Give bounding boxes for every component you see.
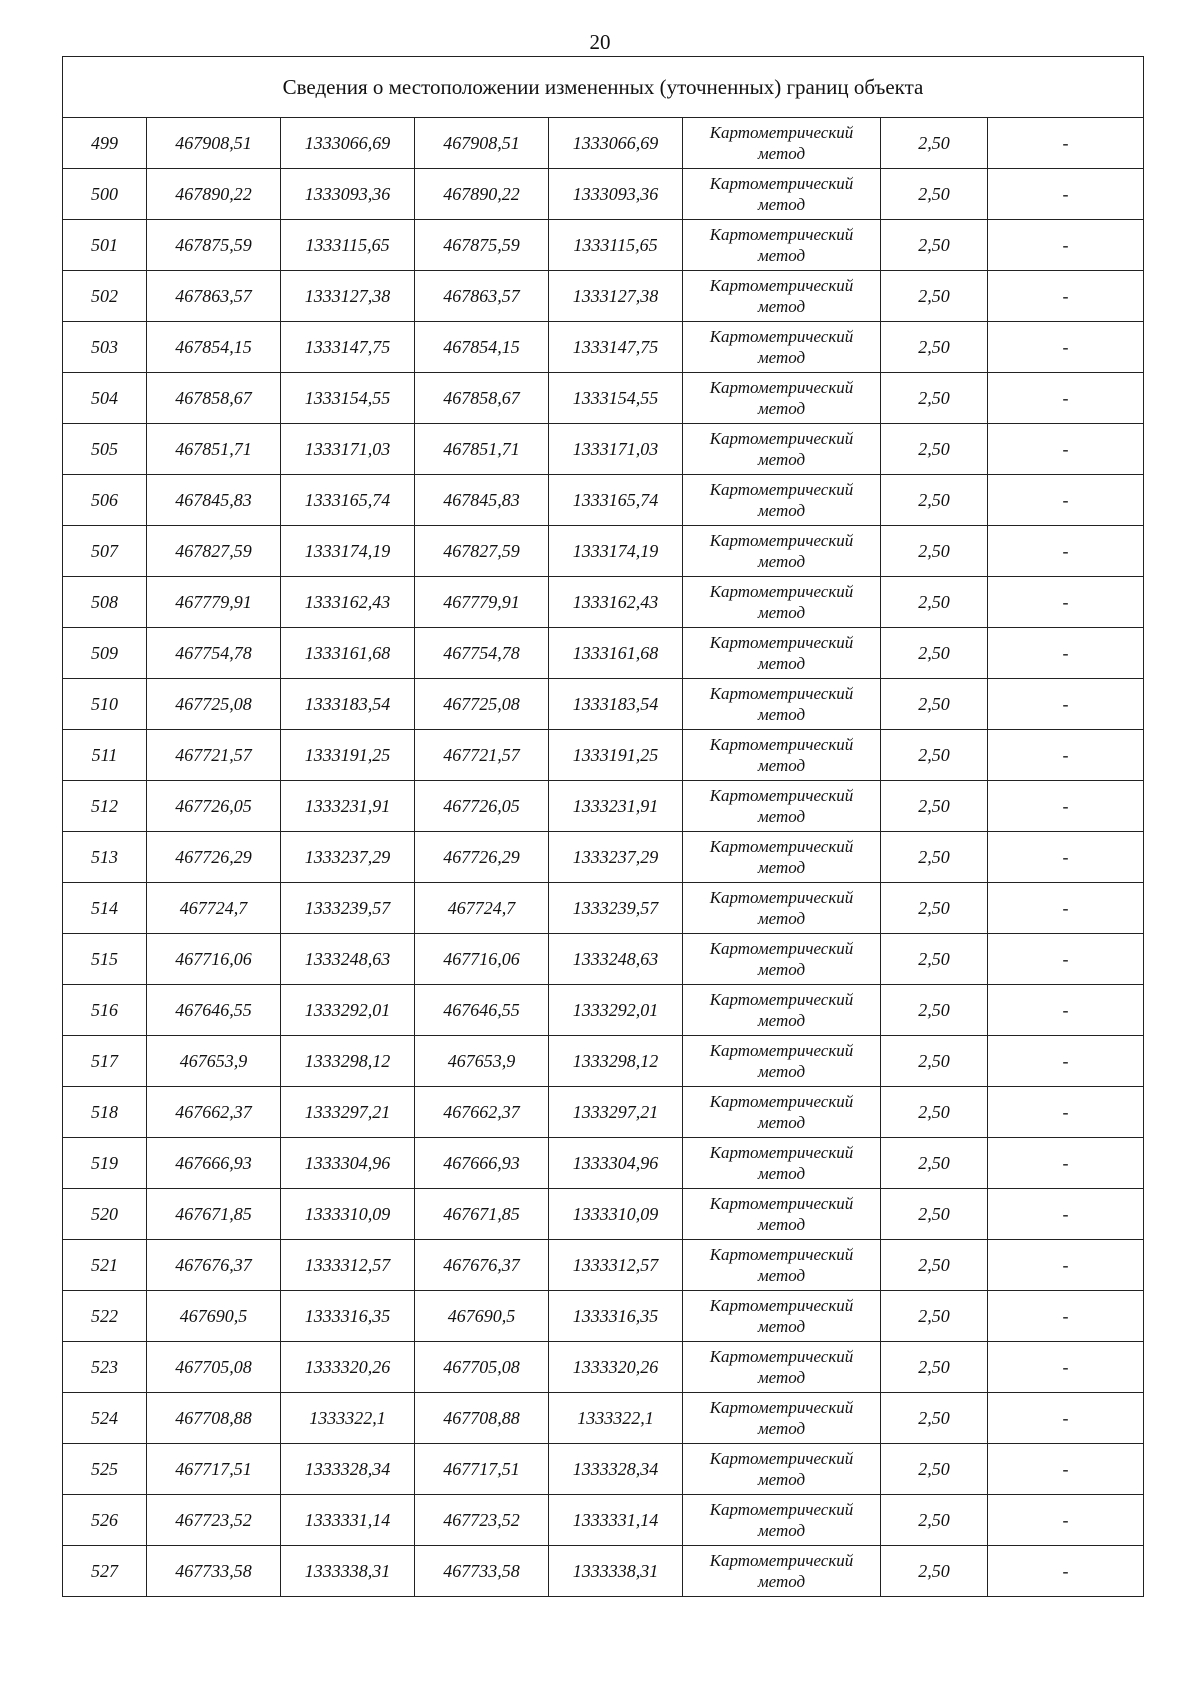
x-refined-cell: 467851,71	[415, 424, 549, 475]
method-cell: Картометрический метод	[683, 1546, 881, 1597]
x-existing-cell: 467725,08	[147, 679, 281, 730]
method-cell: Картометрический метод	[683, 1240, 881, 1291]
table-row	[63, 883, 1144, 934]
x-refined-cell: 467716,06	[415, 934, 549, 985]
method-cell: Картометрический метод	[683, 118, 881, 169]
method-cell: Картометрический метод	[683, 883, 881, 934]
y-refined-cell: 1333237,29	[549, 832, 683, 883]
table-row	[63, 781, 1144, 832]
accuracy-cell: 2,50	[881, 832, 988, 883]
x-existing-cell: 467726,29	[147, 832, 281, 883]
point-number-cell: 509	[63, 628, 147, 679]
y-existing-cell: 1333298,12	[281, 1036, 415, 1087]
y-refined-cell: 1333322,1	[549, 1393, 683, 1444]
y-existing-cell: 1333322,1	[281, 1393, 415, 1444]
x-refined-cell: 467653,9	[415, 1036, 549, 1087]
point-number-cell: 499	[63, 118, 147, 169]
x-existing-cell: 467705,08	[147, 1342, 281, 1393]
accuracy-cell: 2,50	[881, 1087, 988, 1138]
x-refined-cell: 467827,59	[415, 526, 549, 577]
x-existing-cell: 467717,51	[147, 1444, 281, 1495]
x-existing-cell: 467754,78	[147, 628, 281, 679]
method-cell: Картометрический метод	[683, 628, 881, 679]
table-row	[63, 679, 1144, 730]
table-row	[63, 169, 1144, 220]
x-existing-cell: 467890,22	[147, 169, 281, 220]
note-cell: -	[988, 271, 1144, 322]
table-row	[63, 322, 1144, 373]
x-refined-cell: 467717,51	[415, 1444, 549, 1495]
note-cell: -	[988, 1036, 1144, 1087]
accuracy-cell: 2,50	[881, 934, 988, 985]
point-number-cell: 525	[63, 1444, 147, 1495]
x-refined-cell: 467875,59	[415, 220, 549, 271]
y-existing-cell: 1333161,68	[281, 628, 415, 679]
note-cell: -	[988, 679, 1144, 730]
note-cell: -	[988, 1444, 1144, 1495]
note-cell: -	[988, 169, 1144, 220]
point-number-cell: 527	[63, 1546, 147, 1597]
y-existing-cell: 1333093,36	[281, 169, 415, 220]
y-refined-cell: 1333162,43	[549, 577, 683, 628]
point-number-cell: 504	[63, 373, 147, 424]
table-row	[63, 730, 1144, 781]
x-existing-cell: 467827,59	[147, 526, 281, 577]
note-cell: -	[988, 1240, 1144, 1291]
method-cell: Картометрический метод	[683, 1189, 881, 1240]
x-refined-cell: 467724,7	[415, 883, 549, 934]
point-number-cell: 519	[63, 1138, 147, 1189]
accuracy-cell: 2,50	[881, 883, 988, 934]
y-existing-cell: 1333115,65	[281, 220, 415, 271]
table-row	[63, 832, 1144, 883]
y-existing-cell: 1333165,74	[281, 475, 415, 526]
y-refined-cell: 1333331,14	[549, 1495, 683, 1546]
x-existing-cell: 467653,9	[147, 1036, 281, 1087]
table-row	[63, 1546, 1144, 1597]
point-number-cell: 522	[63, 1291, 147, 1342]
point-number-cell: 515	[63, 934, 147, 985]
y-existing-cell: 1333328,34	[281, 1444, 415, 1495]
x-existing-cell: 467858,67	[147, 373, 281, 424]
x-refined-cell: 467705,08	[415, 1342, 549, 1393]
accuracy-cell: 2,50	[881, 220, 988, 271]
note-cell: -	[988, 985, 1144, 1036]
x-existing-cell: 467779,91	[147, 577, 281, 628]
point-number-cell: 507	[63, 526, 147, 577]
x-refined-cell: 467708,88	[415, 1393, 549, 1444]
table-row	[63, 526, 1144, 577]
x-refined-cell: 467863,57	[415, 271, 549, 322]
note-cell: -	[988, 1189, 1144, 1240]
method-cell: Картометрический метод	[683, 985, 881, 1036]
accuracy-cell: 2,50	[881, 373, 988, 424]
x-existing-cell: 467851,71	[147, 424, 281, 475]
y-existing-cell: 1333304,96	[281, 1138, 415, 1189]
x-existing-cell: 467724,7	[147, 883, 281, 934]
y-refined-cell: 1333320,26	[549, 1342, 683, 1393]
y-refined-cell: 1333127,38	[549, 271, 683, 322]
x-refined-cell: 467726,29	[415, 832, 549, 883]
note-cell: -	[988, 220, 1144, 271]
table-row	[63, 475, 1144, 526]
method-cell: Картометрический метод	[683, 1291, 881, 1342]
method-cell: Картометрический метод	[683, 1444, 881, 1495]
x-existing-cell: 467662,37	[147, 1087, 281, 1138]
method-cell: Картометрический метод	[683, 730, 881, 781]
accuracy-cell: 2,50	[881, 1189, 988, 1240]
method-cell: Картометрический метод	[683, 271, 881, 322]
accuracy-cell: 2,50	[881, 475, 988, 526]
y-refined-cell: 1333297,21	[549, 1087, 683, 1138]
x-existing-cell: 467845,83	[147, 475, 281, 526]
x-refined-cell: 467908,51	[415, 118, 549, 169]
accuracy-cell: 2,50	[881, 1291, 988, 1342]
y-refined-cell: 1333165,74	[549, 475, 683, 526]
y-refined-cell: 1333248,63	[549, 934, 683, 985]
y-refined-cell: 1333147,75	[549, 322, 683, 373]
accuracy-cell: 2,50	[881, 577, 988, 628]
note-cell: -	[988, 526, 1144, 577]
y-existing-cell: 1333297,21	[281, 1087, 415, 1138]
point-number-cell: 514	[63, 883, 147, 934]
table-row	[63, 118, 1144, 169]
x-refined-cell: 467690,5	[415, 1291, 549, 1342]
y-refined-cell: 1333183,54	[549, 679, 683, 730]
y-refined-cell: 1333328,34	[549, 1444, 683, 1495]
x-existing-cell: 467721,57	[147, 730, 281, 781]
x-existing-cell: 467908,51	[147, 118, 281, 169]
y-refined-cell: 1333191,25	[549, 730, 683, 781]
y-refined-cell: 1333231,91	[549, 781, 683, 832]
x-refined-cell: 467854,15	[415, 322, 549, 373]
x-refined-cell: 467725,08	[415, 679, 549, 730]
y-existing-cell: 1333292,01	[281, 985, 415, 1036]
x-refined-cell: 467666,93	[415, 1138, 549, 1189]
y-existing-cell: 1333174,19	[281, 526, 415, 577]
y-refined-cell: 1333239,57	[549, 883, 683, 934]
y-existing-cell: 1333239,57	[281, 883, 415, 934]
point-number-cell: 500	[63, 169, 147, 220]
table-row	[63, 373, 1144, 424]
point-number-cell: 505	[63, 424, 147, 475]
table-row	[63, 1087, 1144, 1138]
x-existing-cell: 467708,88	[147, 1393, 281, 1444]
accuracy-cell: 2,50	[881, 424, 988, 475]
y-refined-cell: 1333338,31	[549, 1546, 683, 1597]
accuracy-cell: 2,50	[881, 322, 988, 373]
note-cell: -	[988, 1291, 1144, 1342]
method-cell: Картометрический метод	[683, 1138, 881, 1189]
y-existing-cell: 1333171,03	[281, 424, 415, 475]
y-refined-cell: 1333066,69	[549, 118, 683, 169]
table-row	[63, 1291, 1144, 1342]
y-existing-cell: 1333127,38	[281, 271, 415, 322]
point-number-cell: 520	[63, 1189, 147, 1240]
x-refined-cell: 467779,91	[415, 577, 549, 628]
y-refined-cell: 1333312,57	[549, 1240, 683, 1291]
accuracy-cell: 2,50	[881, 1393, 988, 1444]
y-refined-cell: 1333115,65	[549, 220, 683, 271]
point-number-cell: 501	[63, 220, 147, 271]
accuracy-cell: 2,50	[881, 118, 988, 169]
method-cell: Картометрический метод	[683, 679, 881, 730]
x-refined-cell: 467733,58	[415, 1546, 549, 1597]
y-existing-cell: 1333320,26	[281, 1342, 415, 1393]
accuracy-cell: 2,50	[881, 169, 988, 220]
y-existing-cell: 1333237,29	[281, 832, 415, 883]
accuracy-cell: 2,50	[881, 1240, 988, 1291]
note-cell: -	[988, 373, 1144, 424]
x-existing-cell: 467676,37	[147, 1240, 281, 1291]
method-cell: Картометрический метод	[683, 577, 881, 628]
y-existing-cell: 1333248,63	[281, 934, 415, 985]
accuracy-cell: 2,50	[881, 985, 988, 1036]
accuracy-cell: 2,50	[881, 628, 988, 679]
x-refined-cell: 467723,52	[415, 1495, 549, 1546]
x-existing-cell: 467716,06	[147, 934, 281, 985]
point-number-cell: 516	[63, 985, 147, 1036]
method-cell: Картометрический метод	[683, 322, 881, 373]
note-cell: -	[988, 1342, 1144, 1393]
table-row	[63, 934, 1144, 985]
note-cell: -	[988, 118, 1144, 169]
method-cell: Картометрический метод	[683, 832, 881, 883]
table-row	[63, 1240, 1144, 1291]
method-cell: Картометрический метод	[683, 934, 881, 985]
x-refined-cell: 467671,85	[415, 1189, 549, 1240]
y-existing-cell: 1333183,54	[281, 679, 415, 730]
point-number-cell: 511	[63, 730, 147, 781]
note-cell: -	[988, 1138, 1144, 1189]
y-refined-cell: 1333292,01	[549, 985, 683, 1036]
method-cell: Картометрический метод	[683, 220, 881, 271]
x-refined-cell: 467721,57	[415, 730, 549, 781]
point-number-cell: 512	[63, 781, 147, 832]
x-existing-cell: 467854,15	[147, 322, 281, 373]
table-row	[63, 1036, 1144, 1087]
table-row	[63, 1138, 1144, 1189]
x-existing-cell: 467666,93	[147, 1138, 281, 1189]
y-existing-cell: 1333191,25	[281, 730, 415, 781]
table-title-row	[63, 57, 1144, 118]
y-refined-cell: 1333174,19	[549, 526, 683, 577]
note-cell: -	[988, 1546, 1144, 1597]
accuracy-cell: 2,50	[881, 1342, 988, 1393]
y-refined-cell: 1333298,12	[549, 1036, 683, 1087]
note-cell: -	[988, 883, 1144, 934]
point-number-cell: 517	[63, 1036, 147, 1087]
note-cell: -	[988, 1087, 1144, 1138]
point-number-cell: 518	[63, 1087, 147, 1138]
table-row	[63, 1342, 1144, 1393]
note-cell: -	[988, 730, 1144, 781]
method-cell: Картометрический метод	[683, 1393, 881, 1444]
x-existing-cell: 467690,5	[147, 1291, 281, 1342]
note-cell: -	[988, 832, 1144, 883]
y-existing-cell: 1333231,91	[281, 781, 415, 832]
point-number-cell: 524	[63, 1393, 147, 1444]
note-cell: -	[988, 1495, 1144, 1546]
table-row	[63, 1393, 1144, 1444]
x-refined-cell: 467646,55	[415, 985, 549, 1036]
x-refined-cell: 467754,78	[415, 628, 549, 679]
table-row	[63, 577, 1144, 628]
table-title: Сведения о местоположении измененных (уточненных) границ объекта	[63, 57, 1144, 118]
x-refined-cell: 467662,37	[415, 1087, 549, 1138]
accuracy-cell: 2,50	[881, 271, 988, 322]
method-cell: Картометрический метод	[683, 475, 881, 526]
y-refined-cell: 1333316,35	[549, 1291, 683, 1342]
x-refined-cell: 467726,05	[415, 781, 549, 832]
table-row	[63, 1189, 1144, 1240]
table-row	[63, 271, 1144, 322]
note-cell: -	[988, 475, 1144, 526]
note-cell: -	[988, 322, 1144, 373]
method-cell: Картометрический метод	[683, 169, 881, 220]
x-refined-cell: 467858,67	[415, 373, 549, 424]
y-existing-cell: 1333338,31	[281, 1546, 415, 1597]
x-refined-cell: 467676,37	[415, 1240, 549, 1291]
y-refined-cell: 1333093,36	[549, 169, 683, 220]
table-row	[63, 1444, 1144, 1495]
y-existing-cell: 1333066,69	[281, 118, 415, 169]
accuracy-cell: 2,50	[881, 1546, 988, 1597]
y-existing-cell: 1333154,55	[281, 373, 415, 424]
accuracy-cell: 2,50	[881, 730, 988, 781]
x-existing-cell: 467646,55	[147, 985, 281, 1036]
y-existing-cell: 1333331,14	[281, 1495, 415, 1546]
x-existing-cell: 467723,52	[147, 1495, 281, 1546]
table-row	[63, 220, 1144, 271]
point-number-cell: 510	[63, 679, 147, 730]
method-cell: Картометрический метод	[683, 526, 881, 577]
y-existing-cell: 1333147,75	[281, 322, 415, 373]
method-cell: Картометрический метод	[683, 424, 881, 475]
method-cell: Картометрический метод	[683, 1087, 881, 1138]
method-cell: Картометрический метод	[683, 1036, 881, 1087]
y-refined-cell: 1333161,68	[549, 628, 683, 679]
point-number-cell: 526	[63, 1495, 147, 1546]
x-refined-cell: 467845,83	[415, 475, 549, 526]
page-number: 20	[589, 30, 611, 54]
y-refined-cell: 1333154,55	[549, 373, 683, 424]
y-refined-cell: 1333310,09	[549, 1189, 683, 1240]
method-cell: Картометрический метод	[683, 781, 881, 832]
accuracy-cell: 2,50	[881, 1138, 988, 1189]
method-cell: Картометрический метод	[683, 1495, 881, 1546]
accuracy-cell: 2,50	[881, 1036, 988, 1087]
table-row	[63, 628, 1144, 679]
accuracy-cell: 2,50	[881, 1444, 988, 1495]
y-refined-cell: 1333171,03	[549, 424, 683, 475]
x-existing-cell: 467733,58	[147, 1546, 281, 1597]
point-number-cell: 508	[63, 577, 147, 628]
x-refined-cell: 467890,22	[415, 169, 549, 220]
table-row	[63, 424, 1144, 475]
accuracy-cell: 2,50	[881, 781, 988, 832]
table-row	[63, 1495, 1144, 1546]
table-row	[63, 985, 1144, 1036]
note-cell: -	[988, 628, 1144, 679]
x-existing-cell: 467875,59	[147, 220, 281, 271]
accuracy-cell: 2,50	[881, 679, 988, 730]
y-refined-cell: 1333304,96	[549, 1138, 683, 1189]
x-existing-cell: 467863,57	[147, 271, 281, 322]
note-cell: -	[988, 781, 1144, 832]
y-existing-cell: 1333316,35	[281, 1291, 415, 1342]
accuracy-cell: 2,50	[881, 526, 988, 577]
note-cell: -	[988, 934, 1144, 985]
y-existing-cell: 1333312,57	[281, 1240, 415, 1291]
x-existing-cell: 467671,85	[147, 1189, 281, 1240]
point-number-cell: 503	[63, 322, 147, 373]
point-number-cell: 502	[63, 271, 147, 322]
method-cell: Картометрический метод	[683, 373, 881, 424]
note-cell: -	[988, 424, 1144, 475]
accuracy-cell: 2,50	[881, 1495, 988, 1546]
note-cell: -	[988, 1393, 1144, 1444]
x-existing-cell: 467726,05	[147, 781, 281, 832]
point-number-cell: 506	[63, 475, 147, 526]
point-number-cell: 521	[63, 1240, 147, 1291]
point-number-cell: 523	[63, 1342, 147, 1393]
note-cell: -	[988, 577, 1144, 628]
boundary-coordinates-table	[62, 56, 1144, 1597]
method-cell: Картометрический метод	[683, 1342, 881, 1393]
point-number-cell: 513	[63, 832, 147, 883]
y-existing-cell: 1333310,09	[281, 1189, 415, 1240]
y-existing-cell: 1333162,43	[281, 577, 415, 628]
